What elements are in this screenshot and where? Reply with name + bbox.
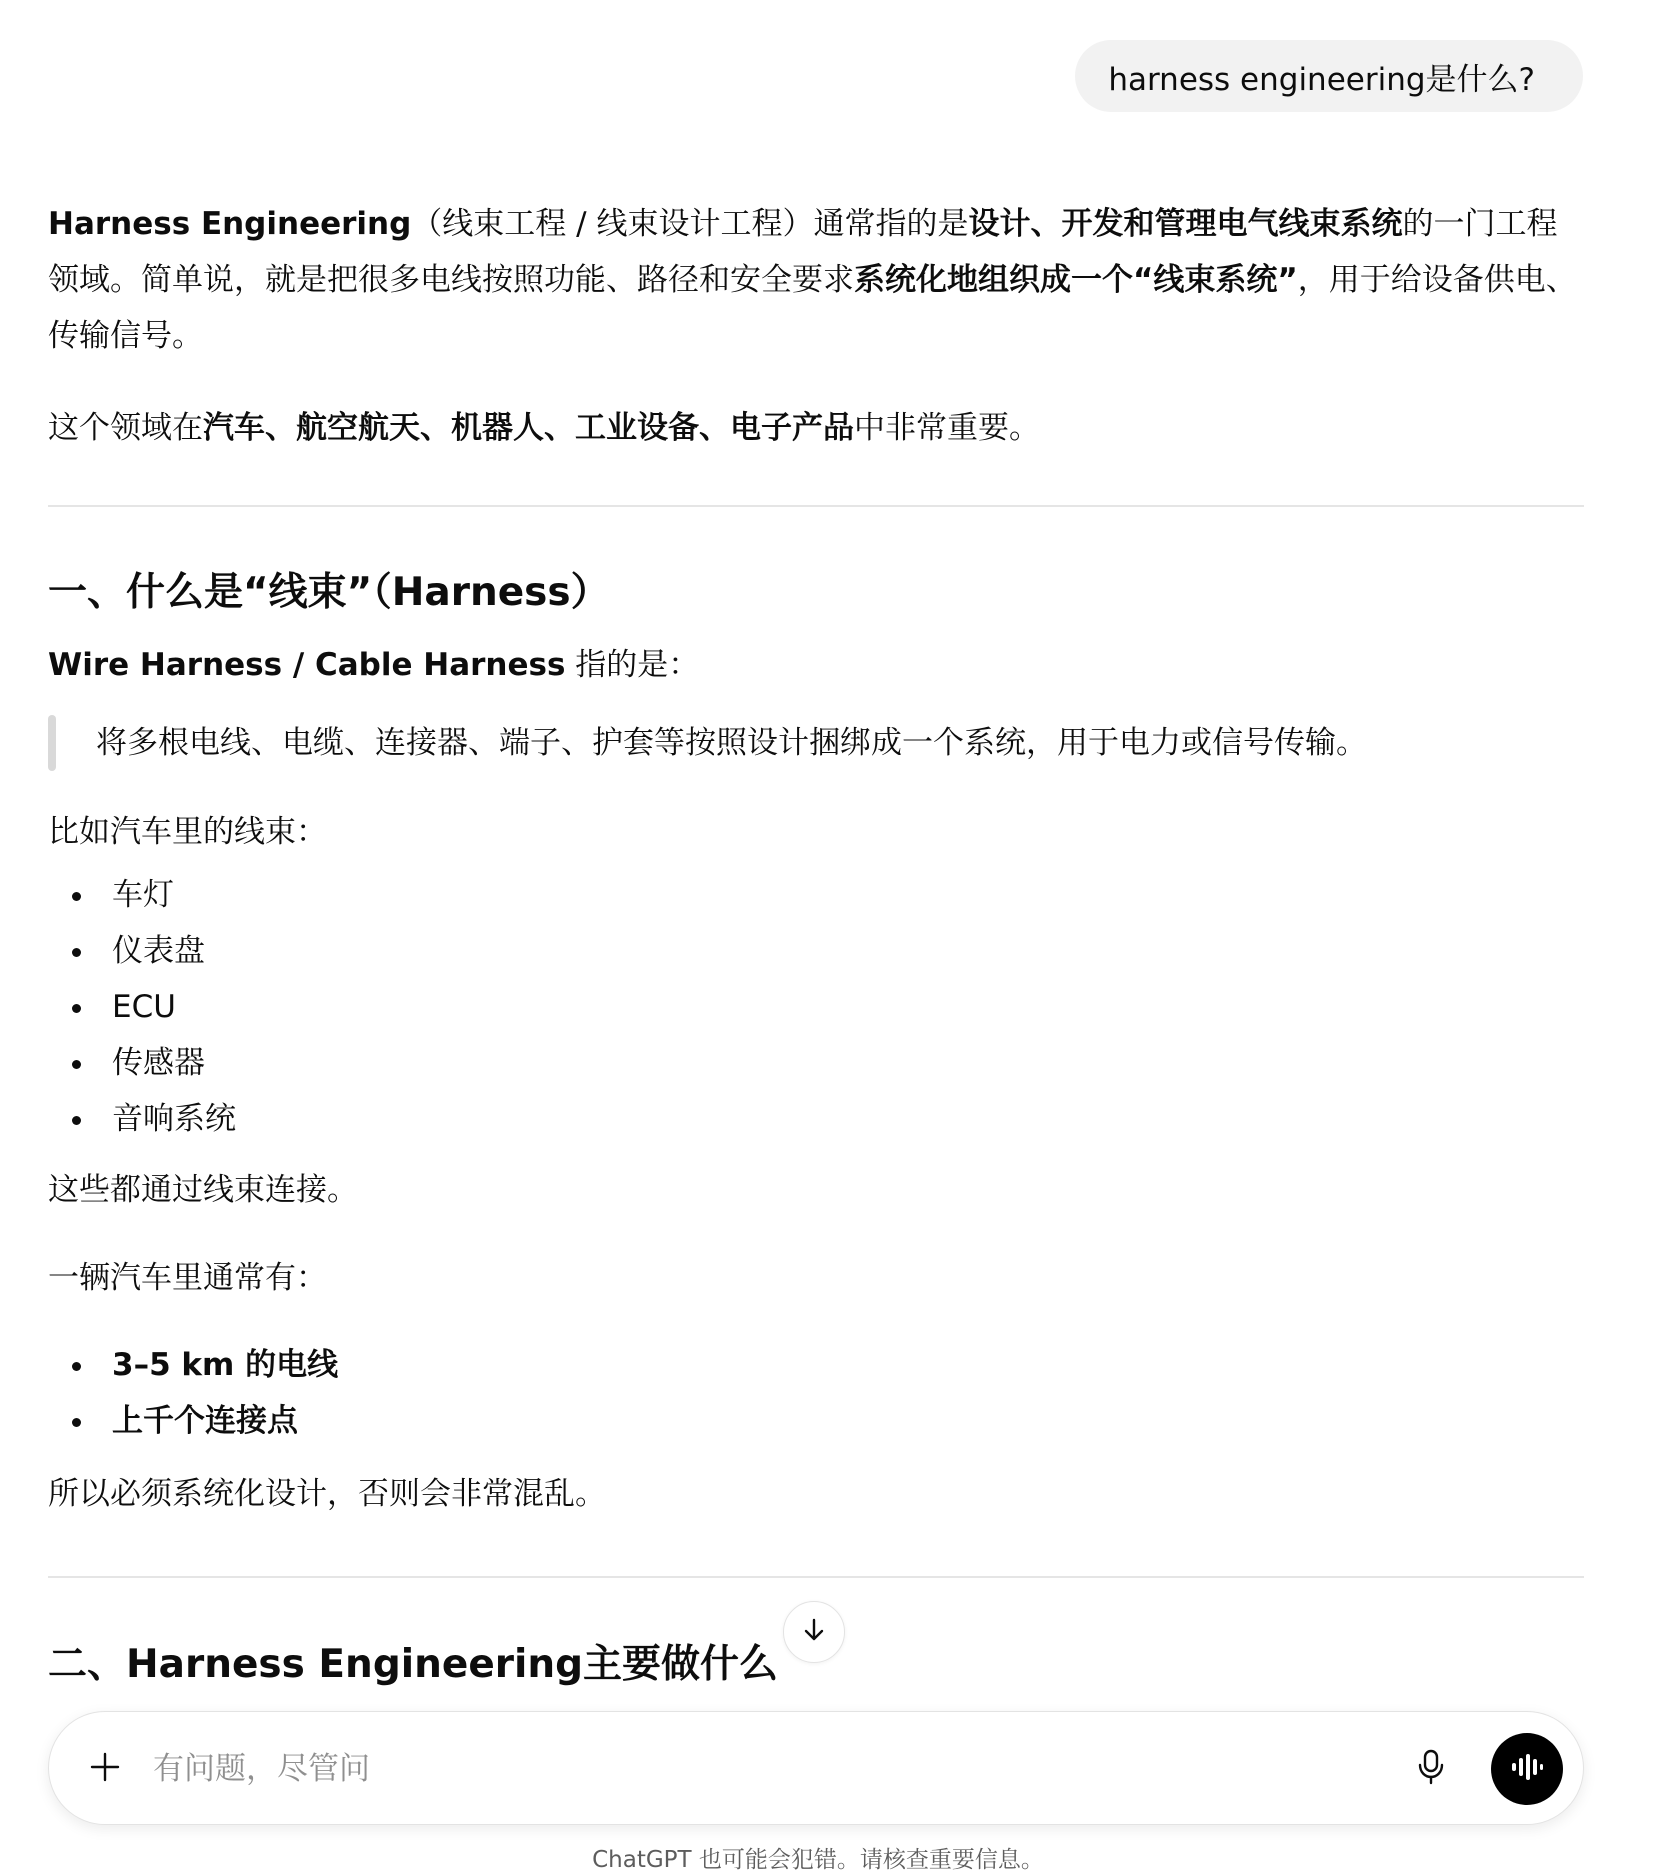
answer-domains-paragraph: [48, 364, 1584, 488]
domains-prefix: 这个领域在: [48, 410, 203, 446]
intro-bold-2: 系统化地组织成一个“线束系统”: [854, 262, 1298, 298]
list-item: 传感器: [48, 1035, 236, 1091]
dictate-button[interactable]: [1410, 1748, 1452, 1790]
blockquote-bar: [48, 715, 56, 771]
message-composer: [48, 1711, 1584, 1825]
section-2-heading: 二、Harness Engineering主要做什么: [48, 1642, 779, 1687]
conclusion-text: 所以必须系统化设计，否则会非常混乱。: [48, 1476, 606, 1512]
list-item: ECU: [48, 979, 236, 1035]
section-1-heading: 一、什么是“线束”（Harness）: [48, 570, 610, 615]
intro-bold-1: 设计、开发和管理电气线束系统: [968, 206, 1403, 242]
disclaimer-text: ChatGPT 也可能会犯错。请核查重要信息。: [592, 1847, 1044, 1873]
connect-text: 这些都通过线束连接。: [48, 1172, 358, 1208]
intro-text-2: 的一门工程领域。简单说，就是把很多电线按照功能、路径和安全要求: [48, 206, 1558, 298]
car-intro: 一辆汽车里通常有：: [48, 1260, 327, 1296]
user-message-text: harness engineering是什么?: [1108, 61, 1535, 98]
list-item: 3–5 km 的电线: [48, 1337, 338, 1393]
definition-term: Wire Harness / Cable Harness: [48, 647, 566, 683]
list-item: 上千个连接点: [48, 1393, 338, 1449]
definition-line: [48, 643, 699, 687]
voice-mode-icon: [1510, 1752, 1544, 1786]
message-input[interactable]: [153, 1742, 1303, 1796]
section-divider: [48, 1576, 1584, 1578]
examples-list: [48, 867, 236, 1147]
voice-mode-button[interactable]: [1491, 1733, 1563, 1805]
domains-bold: 汽车、航空航天、机器人、工业设备、电子产品: [203, 410, 854, 446]
assistant-answer: [48, 196, 1584, 488]
intro-term: Harness Engineering: [48, 206, 412, 242]
definition-blockquote: [48, 715, 1548, 771]
example-intro: 比如汽车里的线束：: [48, 814, 327, 850]
list-item: 音响系统: [48, 1091, 236, 1147]
arrow-down-icon: [799, 1615, 829, 1649]
car-facts-list: [48, 1337, 338, 1449]
scroll-to-bottom-button[interactable]: [783, 1601, 845, 1663]
intro-text-1: （线束工程 / 线束设计工程）通常指的是: [411, 206, 969, 242]
microphone-icon: [1417, 1749, 1445, 1789]
intro-text-3: ，用于给设备供电、传输信号。: [48, 262, 1577, 354]
blockquote-text: 将多根电线、电缆、连接器、端子、护套等按照设计捆绑成一个系统，用于电力或信号传输。: [96, 725, 1367, 761]
attach-button[interactable]: [83, 1747, 127, 1791]
list-item: 车灯: [48, 867, 236, 923]
section-divider: [48, 505, 1584, 507]
user-message-bubble: [1075, 40, 1583, 112]
domains-suffix: 中非常重要。: [854, 410, 1040, 446]
answer-intro-paragraph: [48, 196, 1584, 364]
plus-icon: [89, 1751, 121, 1787]
list-item: 仪表盘: [48, 923, 236, 979]
definition-rest: 指的是：: [565, 647, 700, 683]
